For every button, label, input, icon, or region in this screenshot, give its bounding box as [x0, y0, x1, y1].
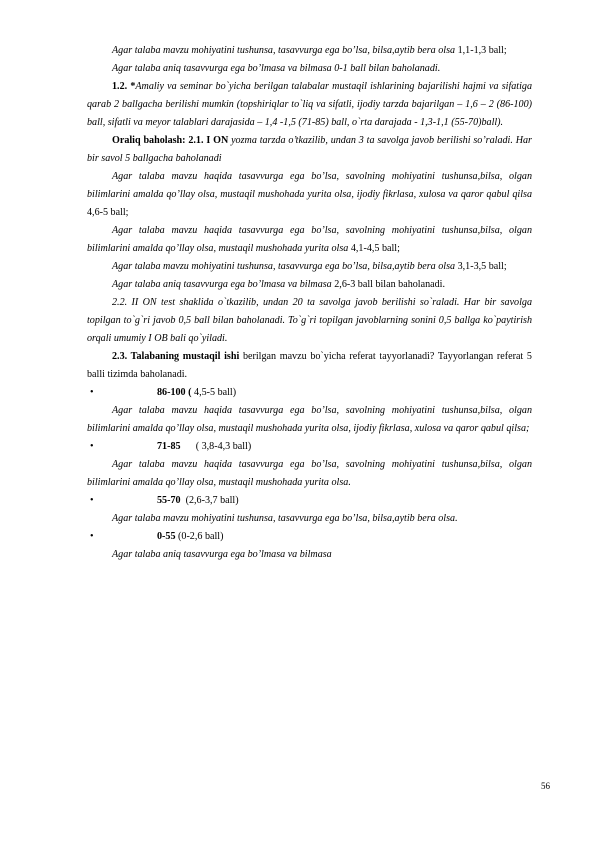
- score-text: 1,1-1,3 ball;: [457, 45, 507, 56]
- bullet-range: 4,5-5 ball): [194, 387, 237, 398]
- bullet-label: 86-100 (: [157, 387, 195, 398]
- bullet-item: [87, 492, 532, 510]
- score-text: 2,6-3 ball bilan baholanadi.: [334, 279, 445, 290]
- paragraph: [87, 168, 532, 222]
- bullet-description: Agar talaba aniq tasavvurga ega bo’lmasa va bilmasa: [112, 549, 332, 560]
- bullet-label: 55-70: [157, 495, 181, 506]
- paragraph: [87, 348, 532, 384]
- bullet-icon: •: [90, 441, 94, 452]
- bullet-range: (0-2,6 ball): [175, 531, 224, 542]
- bullet-icon: •: [90, 495, 94, 506]
- document-page: [87, 42, 532, 564]
- bullet-item: [87, 438, 532, 456]
- bullet-item: [87, 528, 532, 546]
- bullet-item: [87, 384, 532, 402]
- bullet-range: (2,6-3,7 ball): [180, 495, 239, 506]
- paragraph: [87, 258, 532, 276]
- paragraph: [87, 78, 532, 132]
- bullet-icon: •: [90, 387, 94, 398]
- body-text: berilgan mavzu bo`yicha referat tayyorlanadi? Tayyorlangan referat 5 balli tizimda baholanadi.: [87, 351, 532, 380]
- paragraph: [87, 222, 532, 258]
- bullet-description: Agar talaba mavzu haqida tasavvurga ega bo’lsa, savolning mohiyatini tushunsa,bilsa, olgan bilimlarini amalda qo’llay olsa, mustaqil mushohada yurita olsa.: [87, 459, 532, 488]
- section-heading: 2.3. Talabaning mustaqil ishi: [112, 351, 243, 362]
- italic-text: Agar talaba mavzu haqida tasavvurga ega bo’lsa, savolning mohiyatini tushunsa,bilsa, olgan bilimlarini amalda qo’llay olsa, mustaqil mushohada yurita olsa: [87, 225, 532, 254]
- bullet-description: Agar talaba mavzu mohiyatini tushunsa, tasavvurga ega bo’lsa, bilsa,aytib bera olsa.: [112, 513, 458, 524]
- italic-text: Agar talaba mavzu mohiyatini tushunsa, tasavvurga ega bo’lsa, bilsa,aytib bera olsa: [112, 261, 458, 272]
- italic-text: Amaliy va seminar bo`yicha berilgan talabalar mustaqil ishlarining bajarilishi hajmi va sifatiga qarab 2 ballgacha berilishi mumkin (topshiriqlar to`liq va sifatli, ijodiy tarzda bajarilgan – 1,6 – 2 (86-100) ball, sifatli va meyor talablari darajasida – 1,4 -1,5 (71-85) ball, o`rta darajada - 1,3-1,1 (55-70)ball).: [87, 81, 532, 128]
- bullet-range: ( 3,8-4,3 ball): [180, 441, 252, 452]
- section-heading: Oraliq baholash: 2.1. I ON: [112, 135, 232, 146]
- paragraph: [87, 132, 532, 168]
- bullet-icon: •: [90, 531, 94, 542]
- italic-text: yozma tarzda o’tkazilib, undan 3 ta savolga javob berilishi so’raladi. Har bir savol 5 ballgacha baholanadi: [87, 135, 532, 164]
- paragraph: [87, 42, 532, 60]
- page-number: 56: [541, 781, 550, 791]
- score-text: 3,1-3,5 ball;: [457, 261, 507, 272]
- score-text: 4,1-4,5 ball;: [350, 243, 400, 254]
- score-text: 4,6-5 ball;: [87, 207, 129, 218]
- paragraph: Agar talaba aniq tasavvurga ega bo’lmasa va bilmasa 0-1 ball bilan baholanadi.: [112, 63, 441, 74]
- section-number: 1.2. *: [112, 81, 136, 92]
- bullet-label: 0-55: [157, 531, 176, 542]
- paragraph: [87, 276, 532, 294]
- paragraph: 2.2. II ON test shaklida o`tkazilib, undan 20 ta savolga javob berilishi so`raladi. Har bir savolga topilgan to`g`ri javob 0,5 ball bilan baholanadi. To`g`ri topilgan javoblarning sonini 0,5 ballga ko`paytirish orqali umumiy I OB bali qo`yiladi.: [87, 297, 532, 344]
- bullet-description: Agar talaba mavzu haqida tasavvurga ega bo’lsa, savolning mohiyatini tushunsa,bilsa, olgan bilimlarini amalda qo’llay olsa, mustaqil mushohada yurita olsa, ijodiy fikrlasa, xulosa va qaror qabul qilsa;: [87, 405, 532, 434]
- bullet-label: 71-85: [157, 441, 181, 452]
- italic-text: Agar talaba mavzu mohiyatini tushunsa, tasavvurga ega bo’lsa, bilsa,aytib bera olsa: [112, 45, 458, 56]
- italic-text: Agar talaba aniq tasavvurga ega bo’lmasa va bilmasa: [112, 279, 335, 290]
- italic-text: Agar talaba mavzu haqida tasavvurga ega bo’lsa, savolning mohiyatini tushunsa,bilsa, olgan bilimlarini amalda qo’llay olsa, mustaqil mushohada yurita olsa, ijodiy fikrlasa, xulosa va qaror qabul qilsa: [87, 171, 532, 200]
